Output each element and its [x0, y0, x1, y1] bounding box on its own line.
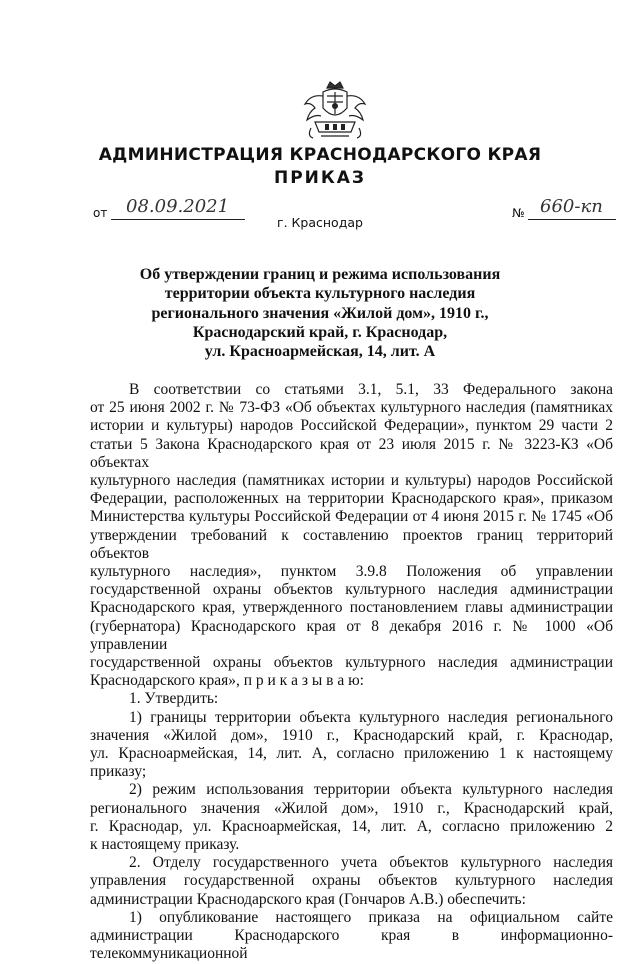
date-prefix: от — [93, 206, 108, 220]
body-line: от 25 июня 2002 г. № 73-ФЗ «Об объектах культурного наследия (памятниках — [90, 399, 613, 417]
body-line: к настоящему приказу. — [90, 836, 240, 854]
subject-line: ул. Красноармейская, 14, лит. А — [204, 343, 436, 361]
body-line: значения «Жилой дом», 1910 г., Краснодарский край, г. Краснодар, — [90, 726, 613, 744]
subject-line: Краснодарский край, г. Краснодар, — [192, 323, 448, 341]
handwritten-date: 08.09.2021 — [126, 196, 230, 217]
subject-line: Об утверждении границ и режима использования — [139, 266, 501, 283]
subject-line: регионального значения «Жилой дом», 1910 г., — [151, 304, 489, 322]
document-type: ПРИКАЗ — [273, 168, 367, 188]
document-subject — [80, 265, 560, 361]
body-line: 2. Отделу государственного учета объектов культурного наследия — [129, 854, 613, 872]
body-line: культурного наследия (памятниках истории и культуры) народов Российской — [90, 472, 613, 490]
body-line: Министерства культуры Российской Федерации от 4 июня 2015 г. № 1745 «Об — [90, 508, 613, 526]
body-line: администрации Краснодарского края (Гончаров А.В.) обеспечить: — [90, 890, 526, 908]
item-1-heading: 1. Утвердить: — [129, 690, 219, 708]
body-line: Краснодарского края, утвержденного постановлением главы администрации — [90, 599, 613, 617]
number-prefix: № — [512, 206, 525, 220]
body-line: управления государственной охраны объектов культурного наследия — [90, 872, 613, 890]
body-line: администрации Краснодарского края в информационно-телекоммуникационной — [90, 927, 613, 963]
body-line: 1) границы территории объекта культурного наследия регионального — [129, 708, 613, 726]
body-line: культурного наследия», пунктом 3.9.8 Положения об управлении — [90, 563, 613, 581]
body-line: статьи 5 Закона Краснодарского края от 23 июля 2015 г. № 3223-КЗ «Об объектах — [90, 435, 613, 471]
subject-line: территории объекта культурного наследия — [164, 285, 476, 303]
handwritten-number: 660-кп — [540, 196, 603, 217]
body-line: государственной охраны объектов культурного наследия администрации — [90, 581, 613, 599]
coat-of-arms-emblem — [297, 78, 373, 142]
body-line: ул. Красноармейская, 14, лит. А, согласно приложению 1 к настоящему приказу; — [90, 745, 613, 781]
document-body — [90, 381, 613, 964]
body-line: Краснодарского края», п р и к а з ы в а ю: — [90, 672, 364, 690]
body-line: истории и культуры) народов Российской Федерации», пунктом 29 части 2 — [90, 417, 613, 435]
organization-name: АДМИНИСТРАЦИЯ КРАСНОДАРСКОГО КРАЯ — [98, 145, 542, 165]
body-line: (губернатора) Краснодарского края от 8 декабря 2016 г. № 1000 «Об управлении — [90, 617, 613, 653]
body-line: государственной охраны объектов культурного наследия администрации — [90, 654, 613, 672]
body-line: 2) режим использования территории объекта культурного наследия — [129, 781, 613, 799]
body-line: регионального значения «Жилой дом», 1910 г., Краснодарский край, — [90, 799, 613, 817]
body-line: Федерации, расположенных на территории Краснодарского края», приказом — [90, 490, 613, 508]
body-line: утверждении требований к составлению проектов границ территорий объектов — [90, 526, 613, 562]
city-label: г. Краснодар — [277, 215, 363, 230]
number-underline — [528, 219, 616, 220]
body-line: г. Краснодар, ул. Красноармейская, 14, лит. А, согласно приложению 2 — [90, 817, 613, 835]
body-line: 1) опубликование настоящего приказа на официальном сайте — [129, 908, 613, 926]
body-line: В соответствии со статьями 3.1, 5.1, 33 Федерального закона — [129, 381, 613, 398]
